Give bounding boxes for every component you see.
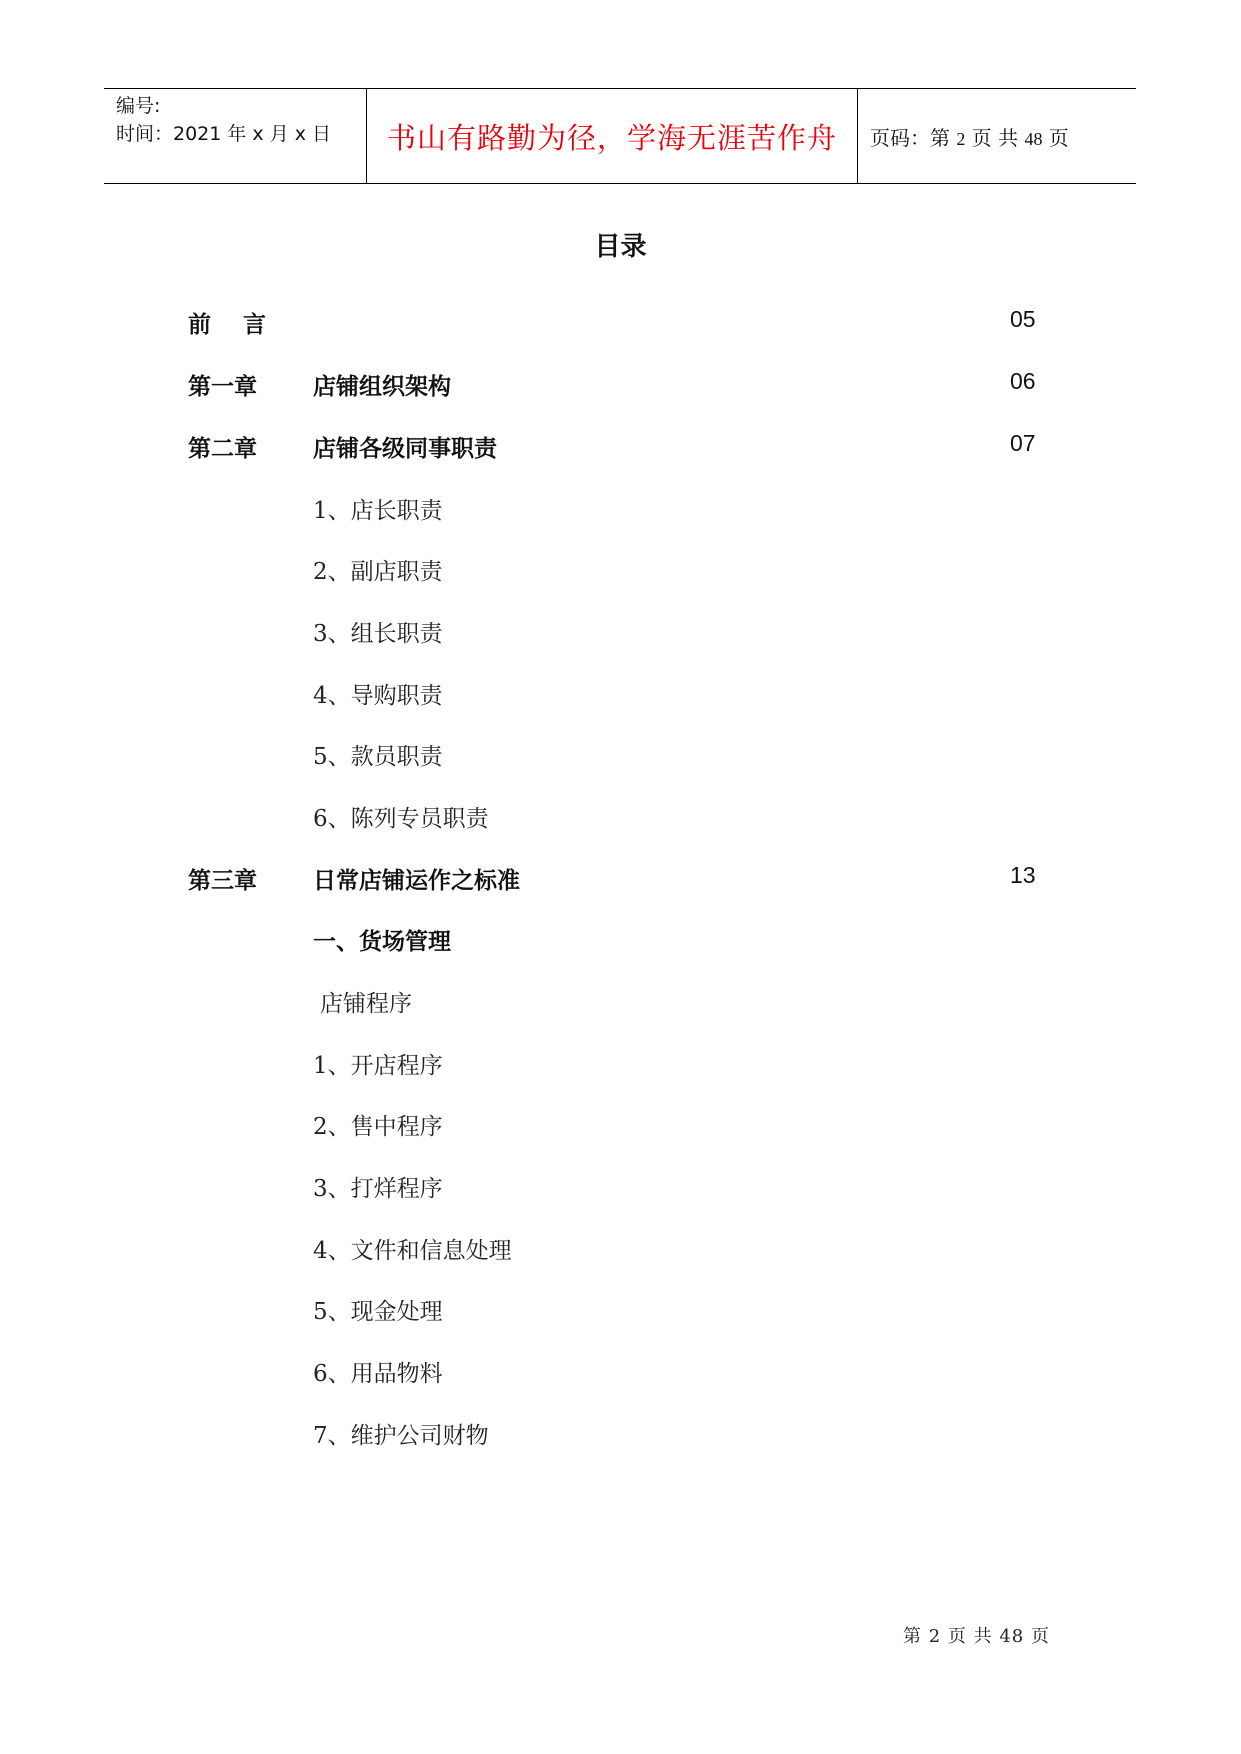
toc-page: 13 <box>1010 862 1036 888</box>
toc-chapter-title: 店铺各级同事职责 <box>313 436 497 462</box>
toc-subitem[interactable] <box>0 677 1241 713</box>
toc-subitem[interactable] <box>0 553 1241 589</box>
toc-subitem-label: 3、组长职责 <box>313 621 443 647</box>
toc-chapter-label: 第一章 <box>188 374 257 400</box>
toc-page: 07 <box>1010 430 1036 456</box>
toc-subitem-label: 6、用品物料 <box>313 1361 443 1387</box>
toc-subitem[interactable] <box>0 1047 1241 1083</box>
toc-subitem[interactable] <box>0 492 1241 528</box>
page-title: 目录 <box>594 232 647 262</box>
toc-chapter-label: 第三章 <box>188 868 257 894</box>
toc-subitem-label: 6、陈列专员职责 <box>313 806 489 832</box>
toc-entry-ch1[interactable] <box>0 368 1241 404</box>
toc-subitem-label: 1、店长职责 <box>313 498 443 524</box>
toc-page: 06 <box>1010 368 1036 394</box>
motto: 书山有路勤为径，学海无涯苦作舟 <box>386 120 837 155</box>
toc-subitem-label: 5、款员职责 <box>313 744 443 770</box>
page-footer: 第 2 页 共 48 页 <box>903 1626 1050 1647</box>
header-page-indicator: 页码：第 2 页 共 48 页 <box>870 125 1069 150</box>
toc-entry-preface[interactable] <box>0 306 1241 342</box>
toc-subitem-label: 2、副店职责 <box>313 559 443 585</box>
toc-entry-ch2[interactable] <box>0 430 1241 466</box>
toc-subitem[interactable] <box>0 1293 1241 1329</box>
serial-label: 编号: <box>116 95 161 117</box>
toc-subitem-label: 1、开店程序 <box>313 1053 443 1079</box>
toc-subitem-label: 7、维护公司财物 <box>313 1423 489 1449</box>
toc-subitem[interactable] <box>0 1108 1241 1144</box>
toc-chapter-title: 店铺组织架构 <box>313 374 451 400</box>
toc-subheading-label: 店铺程序 <box>320 991 412 1017</box>
toc-chapter-title: 日常店铺运作之标准 <box>313 868 520 894</box>
toc-entry-ch3[interactable] <box>0 862 1241 898</box>
toc-page: 05 <box>1010 306 1036 332</box>
header-motto-cell <box>367 89 858 183</box>
toc-subitem-label: 4、文件和信息处理 <box>313 1238 512 1264</box>
toc-label: 前 言 <box>188 312 267 338</box>
header-meta-cell <box>104 89 367 183</box>
header-page-cell <box>858 89 1136 183</box>
toc-subitem-label: 2、售中程序 <box>313 1114 443 1140</box>
toc-section[interactable] <box>0 923 1241 959</box>
toc-subitem[interactable] <box>0 1355 1241 1391</box>
toc-subheading[interactable] <box>0 985 1241 1021</box>
toc-subitem[interactable] <box>0 1232 1241 1268</box>
toc-subitem-label: 5、现金处理 <box>313 1299 443 1325</box>
time-label: 时间：2021 年 x 月 x 日 <box>116 123 332 145</box>
page-header <box>104 88 1136 184</box>
toc-subitem-label: 3、打烊程序 <box>313 1176 443 1202</box>
toc-subitem[interactable] <box>0 1170 1241 1206</box>
toc-section-label: 一、货场管理 <box>313 929 451 955</box>
toc-subitem[interactable] <box>0 615 1241 651</box>
toc-subitem-label: 4、导购职责 <box>313 683 443 709</box>
toc-chapter-label: 第二章 <box>188 436 257 462</box>
toc-subitem[interactable] <box>0 800 1241 836</box>
toc-subitem[interactable] <box>0 738 1241 774</box>
toc-subitem[interactable] <box>0 1417 1241 1453</box>
